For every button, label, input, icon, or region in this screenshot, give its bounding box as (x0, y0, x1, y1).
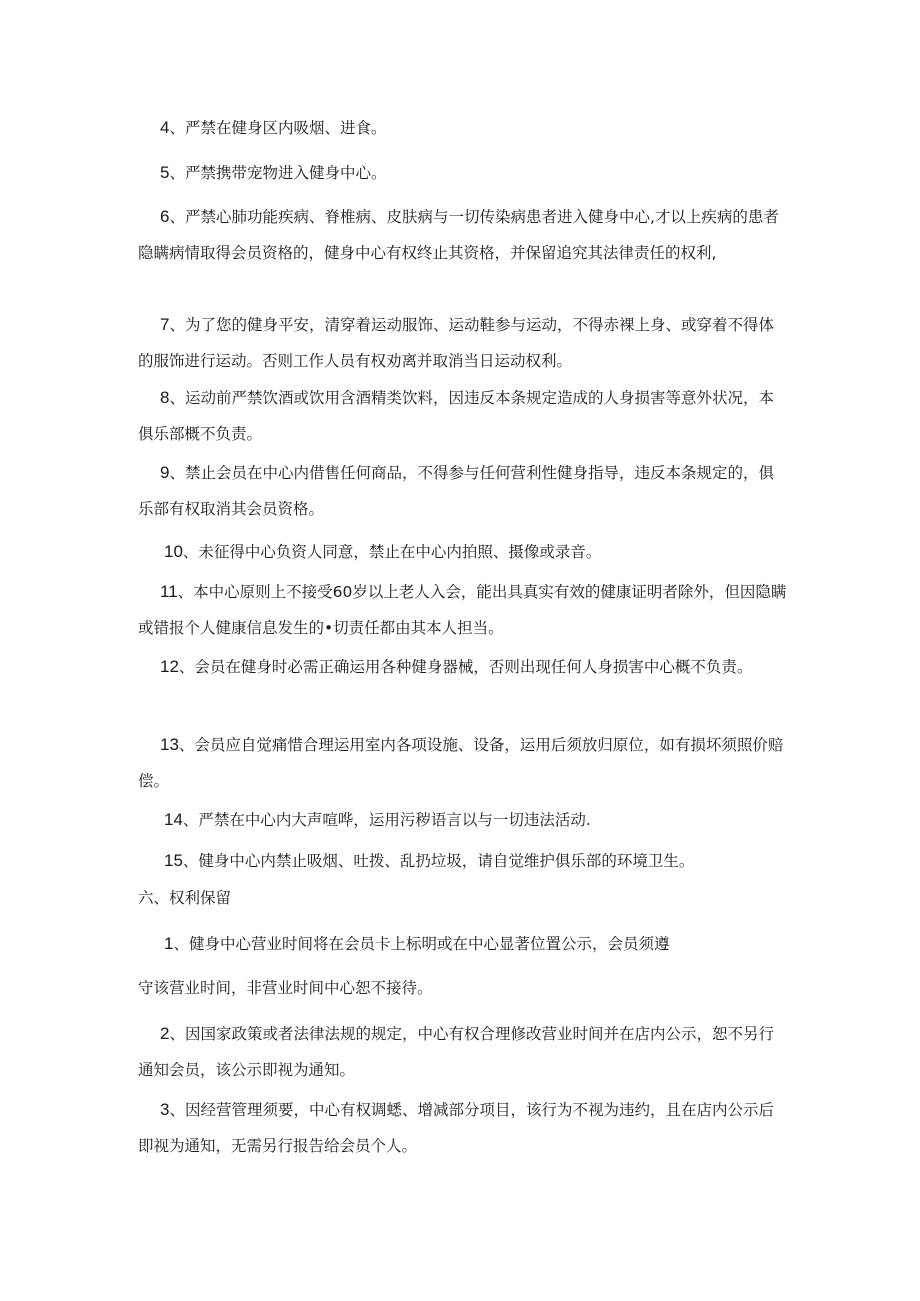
rule-9: 9、禁止会员在中心内借售任何商品，不得参与任何营利性健身指导，违反本条规定的，俱乐部有权取消其会员资格。 (138, 463, 774, 518)
rule-13: 13、会员应自觉痛惜合理运用室内各项设施、设备，运用后须放归原位，如有损坏须照价赔偿。 (138, 735, 784, 790)
rule-15: 15、健身中心内禁止吸烟、吐拨、乱扔垃圾，请自觉维护俱乐部的环境卫生。 (164, 851, 695, 870)
rule-5: 5、严禁携带宠物进入健身中心。 (160, 163, 387, 182)
right-3: 3、因经营管理须要，中心有权调蟋、增减部分项目，该行为不视为违约，且在店内公示后即视为通知，无需另行报告给会员个人。 (138, 1100, 774, 1155)
rule-14: 14、严禁在中心内大声喧哗，运用污秽语言以与一切违法活动. (164, 810, 591, 829)
rule-6: 6、严禁心肺功能疾病、脊椎病、皮肤病与一切传染病患者进入健身中心,才以上疾病的患者隐瞒病情取得会员资格的，健身中心有权终止其资格，并保留追究其法律责任的权利, (138, 207, 779, 262)
right-2: 2、因国家政策或者法律法规的规定，中心有权合理修改营业时间并在店内公示，恕不另行通知会员，该公示即视为通知。 (138, 1024, 774, 1079)
rule-12: 12、会员在健身时必需正确运用各种健身器械，否则出现任何人身损害中心概不负责。 (160, 657, 753, 676)
rule-11: 11、本中心原则上不接受60岁以上老人入会，能出具真实有效的健康证明者除外，但因隐瞒或错报个人健康信息发生的•切责任都由其本人担当。 (138, 582, 787, 637)
right-1-continued: 守该营业时间，非营业时间中心恕不接待。 (138, 979, 433, 997)
rule-8: 8、运动前严禁饮酒或饮用含酒精类饮料，因违反本条规定造成的人身损害等意外状况，本俱乐部概不负责。 (138, 388, 774, 443)
section-6-heading: 六、权利保留 (138, 889, 232, 907)
rule-10: 10、未征得中心负资人同意，禁止在中心内拍照、摄像或录音。 (164, 542, 602, 561)
rule-7: 7、为了您的健身平安，清穿着运动服饰、运动鞋参与运动，不得赤裸上身、或穿着不得体的服饰进行运动。否则工作人员有权劝离并取消当日运动权利。 (138, 315, 774, 370)
rule-4: 4、严禁在健身区内吸烟、进食。 (160, 118, 387, 137)
right-1: 1、健身中心营业时间将在会员卡上标明或在中心显著位置公示，会员须遵 (164, 934, 670, 953)
